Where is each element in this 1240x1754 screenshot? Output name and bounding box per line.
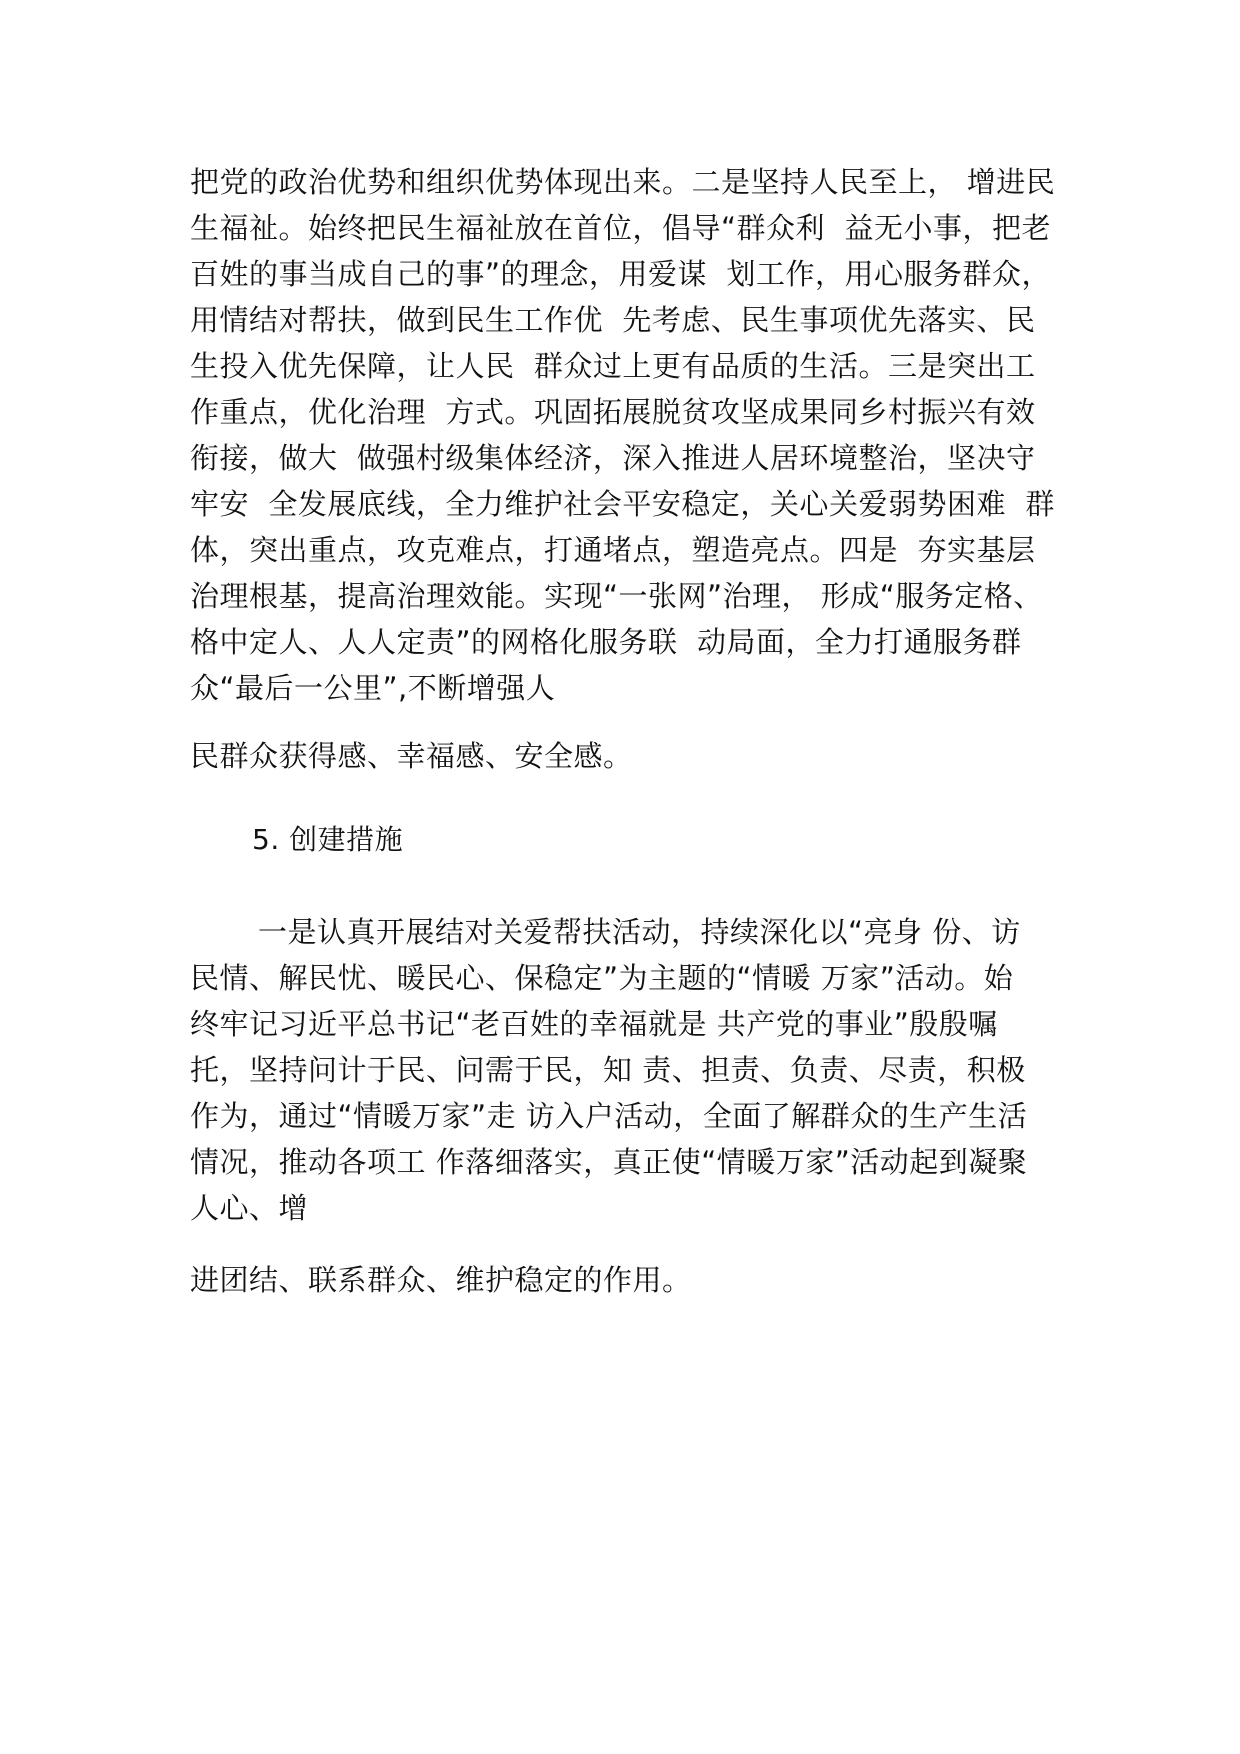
paragraph-line: 一是认真开展结对关爱帮扶活动，持续深化以“亮身 份、访 [258, 915, 1021, 949]
paragraph-line: 众“最后一公里”,不断增强人 [190, 671, 556, 705]
body-paragraph-continuation [190, 739, 1090, 782]
paragraph-line: 百姓的事当成自己的事”的理念，用爱谋 划工作，用心服务群众， [190, 257, 1051, 291]
section-heading-text: 5. 创建措施 [252, 823, 404, 856]
paragraph-line: 进团结、联系群众、维护稳定的作用。 [190, 1263, 692, 1297]
paragraph-line: 生福祉。始终把民生福祉放在首位，倡导“群众利 益无小事，把老 [190, 211, 1051, 245]
section-heading [252, 823, 652, 866]
paragraph-line: 情况，推动各项工 作落细落实，真正使“情暖万家”活动起到凝聚 [190, 1145, 1028, 1179]
paragraph-line: 民群众获得感、幸福感、安全感。 [190, 739, 633, 773]
paragraph-line: 体，突出重点，攻克难点，打通堵点，塑造亮点。四是 夯实基层 [190, 533, 1036, 567]
paragraph-line: 作为，通过“情暖万家”走 访入户活动，全面了解群众的生产生活 [190, 1099, 1028, 1133]
paragraph-line: 作重点，优化治理 方式。巩固拓展脱贫攻坚成果同乡村振兴有效 [190, 395, 1036, 429]
paragraph-line: 格中定人、人人定责”的网格化服务联 动局面，全力打通服务群 [190, 625, 1022, 659]
paragraph-line: 用情结对帮扶，做到民生工作优 先考虑、民生事项优先落实、民 [190, 303, 1036, 337]
body-paragraph [190, 165, 1090, 728]
paragraph-line: 人心、增 [190, 1191, 309, 1225]
paragraph-line: 托，坚持问计于民、问需于民，知 责、担责、负责、尽责，积极 [190, 1053, 1026, 1087]
paragraph-line: 衔接，做大 做强村级集体经济，深入推进人居环境整治，坚决守 [190, 441, 1036, 475]
paragraph-line: 把党的政治优势和组织优势体现出来。二是坚持人民至上， 增进民 [190, 165, 1056, 199]
paragraph-line: 终牢记习近平总书记“老百姓的幸福就是 共产党的事业”殷殷嘱 [190, 1007, 998, 1041]
paragraph-line: 民情、解民忧、暖民心、保稳定”为主题的“情暖 万家”活动。始 [190, 961, 1014, 995]
paragraph-line: 牢安 全发展底线，全力维护社会平安稳定，关心关爱弱势困难 群 [190, 487, 1055, 521]
body-paragraph [190, 915, 1070, 1308]
body-paragraph-continuation [190, 1263, 1090, 1306]
paragraph-line: 生投入优先保障，让人民 群众过上更有品质的生活。三是突出工 [190, 349, 1036, 383]
paragraph-line: 治理根基，提高治理效能。实现“一张网”治理， 形成“服务定格、 [190, 579, 1043, 613]
